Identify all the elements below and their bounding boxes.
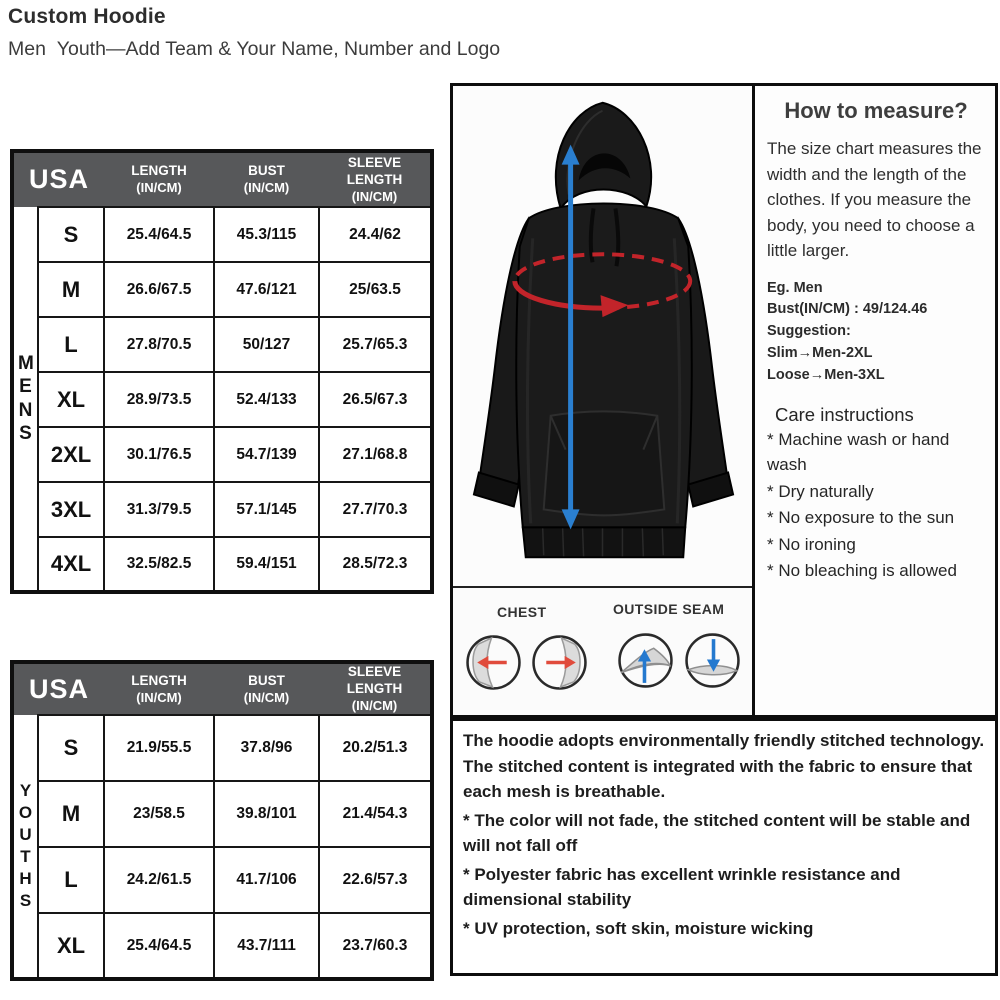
how-to-measure-heading: How to measure? — [784, 98, 968, 123]
chest-measure-right-icon — [531, 634, 588, 691]
sleeve-cell: 28.5/72.3 — [319, 537, 432, 592]
table-row — [12, 913, 432, 979]
example-line: Bust(IN/CM) : 49/124.46 — [767, 301, 928, 318]
size-cell: S — [38, 715, 104, 781]
measure-guide-box — [450, 83, 998, 718]
bust-cell: 52.4/133 — [214, 372, 319, 427]
header-bust-label: BUST — [248, 163, 285, 179]
header-sleeve-label: SLEEVE LENGTH — [346, 154, 403, 187]
header-sleeve — [319, 151, 432, 207]
table-row — [12, 317, 432, 372]
table-row — [12, 781, 432, 847]
length-cell: 30.1/76.5 — [104, 427, 214, 482]
table-row — [12, 207, 432, 262]
bust-cell: 50/127 — [214, 317, 319, 372]
hoodie-product-image — [453, 86, 752, 586]
description-line: * Polyester fabric has excellent wrinkle resistance and dimensional stability — [463, 864, 901, 909]
header-length-unit: (IN/CM) — [136, 180, 182, 196]
sleeve-cell: 27.7/70.3 — [319, 482, 432, 537]
header-sleeve — [319, 662, 432, 715]
bust-cell: 41.7/106 — [214, 847, 319, 913]
how-to-measure-body: The size chart measures the width and the length of the clothes. If you measure the body, you need to choose a little larger. — [767, 139, 982, 260]
description-line: The hoodie adopts environmentally friendly stitched technology. The stitched content is integrated with the fabric to ensure that each mesh is breathable. — [463, 731, 985, 801]
header-bust-label: BUST — [248, 672, 285, 688]
length-cell: 25.4/64.5 — [104, 207, 214, 262]
header-length-unit: (IN/CM) — [136, 689, 182, 705]
page-subtitle: Men Youth—Add Team & Your Name, Number and Logo — [8, 38, 501, 60]
table-row — [12, 427, 432, 482]
header-usa: USA — [12, 151, 104, 207]
sleeve-cell: 20.2/51.3 — [319, 715, 432, 781]
example-line: Eg. Men — [767, 279, 823, 296]
table-row — [12, 482, 432, 537]
bust-cell: 54.7/139 — [214, 427, 319, 482]
youth-size-table — [10, 660, 434, 981]
chest-measure-left-icon — [465, 634, 522, 691]
table-header-row — [12, 151, 432, 207]
sleeve-cell: 24.4/62 — [319, 207, 432, 262]
sleeve-cell: 21.4/54.3 — [319, 781, 432, 847]
size-cell: XL — [38, 913, 104, 979]
sleeve-cell: 22.6/57.3 — [319, 847, 432, 913]
length-cell: 31.3/79.5 — [104, 482, 214, 537]
header-length-label: LENGTH — [131, 672, 187, 688]
sleeve-cell: 25.7/65.3 — [319, 317, 432, 372]
care-item: * No ironing — [767, 534, 856, 554]
care-item: * Dry naturally — [767, 481, 874, 501]
table-row — [12, 537, 432, 592]
description-line: * The color will not fade, the stitched content will be stable and will not fall off — [463, 810, 971, 855]
length-cell: 26.6/67.5 — [104, 262, 214, 317]
size-cell: XL — [38, 372, 104, 427]
size-cell: 3XL — [38, 482, 104, 537]
sleeve-cell: 26.5/67.3 — [319, 372, 432, 427]
sleeve-cell: 25/63.5 — [319, 262, 432, 317]
care-instructions-list — [767, 428, 985, 584]
table-row — [12, 262, 432, 317]
header-sleeve-unit: (IN/CM) — [351, 698, 398, 714]
table-row — [12, 715, 432, 781]
outside-seam-label: OUTSIDE SEAM — [613, 601, 725, 617]
table-row — [12, 372, 432, 427]
header-length — [104, 151, 214, 207]
page-title: Custom Hoodie — [8, 5, 166, 28]
bust-cell: 59.4/151 — [214, 537, 319, 592]
header-length-label: LENGTH — [131, 163, 187, 179]
how-to-measure-panel — [755, 86, 995, 715]
mens-vertical-text: MENS — [18, 353, 34, 444]
youth-vertical-text: YOUTHS — [18, 780, 33, 911]
header-bust — [214, 662, 319, 715]
length-cell: 32.5/82.5 — [104, 537, 214, 592]
sleeve-cell: 27.1/68.8 — [319, 427, 432, 482]
bust-cell: 39.8/101 — [214, 781, 319, 847]
example-line: Loose→Men-3XL — [767, 366, 885, 383]
product-description-box — [450, 718, 998, 976]
size-cell: L — [38, 317, 104, 372]
chest-label: CHEST — [497, 604, 547, 620]
size-cell: 2XL — [38, 427, 104, 482]
header-length — [104, 662, 214, 715]
header-sleeve-unit: (IN/CM) — [351, 188, 398, 204]
seam-measure-down-icon — [684, 632, 741, 689]
size-cell: S — [38, 207, 104, 262]
length-cell: 23/58.5 — [104, 781, 214, 847]
header-bust — [214, 151, 319, 207]
mens-group-label — [12, 207, 38, 592]
size-cell: M — [38, 262, 104, 317]
care-item: * No exposure to the sun — [767, 508, 955, 528]
mens-size-table — [10, 149, 434, 594]
table-row — [12, 847, 432, 913]
bust-cell: 57.1/145 — [214, 482, 319, 537]
header-bust-unit: (IN/CM) — [243, 689, 290, 705]
header-usa: USA — [12, 662, 104, 715]
bust-cell: 43.7/111 — [214, 913, 319, 979]
care-instructions-heading: Care instructions — [775, 404, 914, 426]
example-line: Suggestion: — [767, 323, 851, 339]
bust-cell: 47.6/121 — [214, 262, 319, 317]
size-cell: L — [38, 847, 104, 913]
length-cell: 27.8/70.5 — [104, 317, 214, 372]
hoodie-panel — [453, 86, 755, 715]
hoodie-illustration — [453, 86, 752, 586]
length-cell: 25.4/64.5 — [104, 913, 214, 979]
bust-cell: 37.8/96 — [214, 715, 319, 781]
header-sleeve-label: SLEEVE LENGTH — [346, 664, 403, 697]
size-cell: 4XL — [38, 537, 104, 592]
example-line: Slim→Men-2XL — [767, 344, 873, 361]
bust-cell: 45.3/115 — [214, 207, 319, 262]
size-cell: M — [38, 781, 104, 847]
length-cell: 21.9/55.5 — [104, 715, 214, 781]
header-bust-unit: (IN/CM) — [243, 180, 290, 196]
size-example-block — [767, 278, 985, 387]
description-line: * UV protection, soft skin, moisture wicking — [463, 918, 814, 938]
table-header-row — [12, 662, 432, 715]
length-cell: 28.9/73.5 — [104, 372, 214, 427]
seam-measure-up-icon — [617, 632, 674, 689]
length-cell: 24.2/61.5 — [104, 847, 214, 913]
youth-group-label — [12, 715, 38, 979]
care-item: * No bleaching is allowed — [767, 561, 957, 581]
measure-diagrams — [453, 586, 752, 715]
sleeve-cell: 23.7/60.3 — [319, 913, 432, 979]
care-item: * Machine wash or hand wash — [767, 430, 950, 474]
